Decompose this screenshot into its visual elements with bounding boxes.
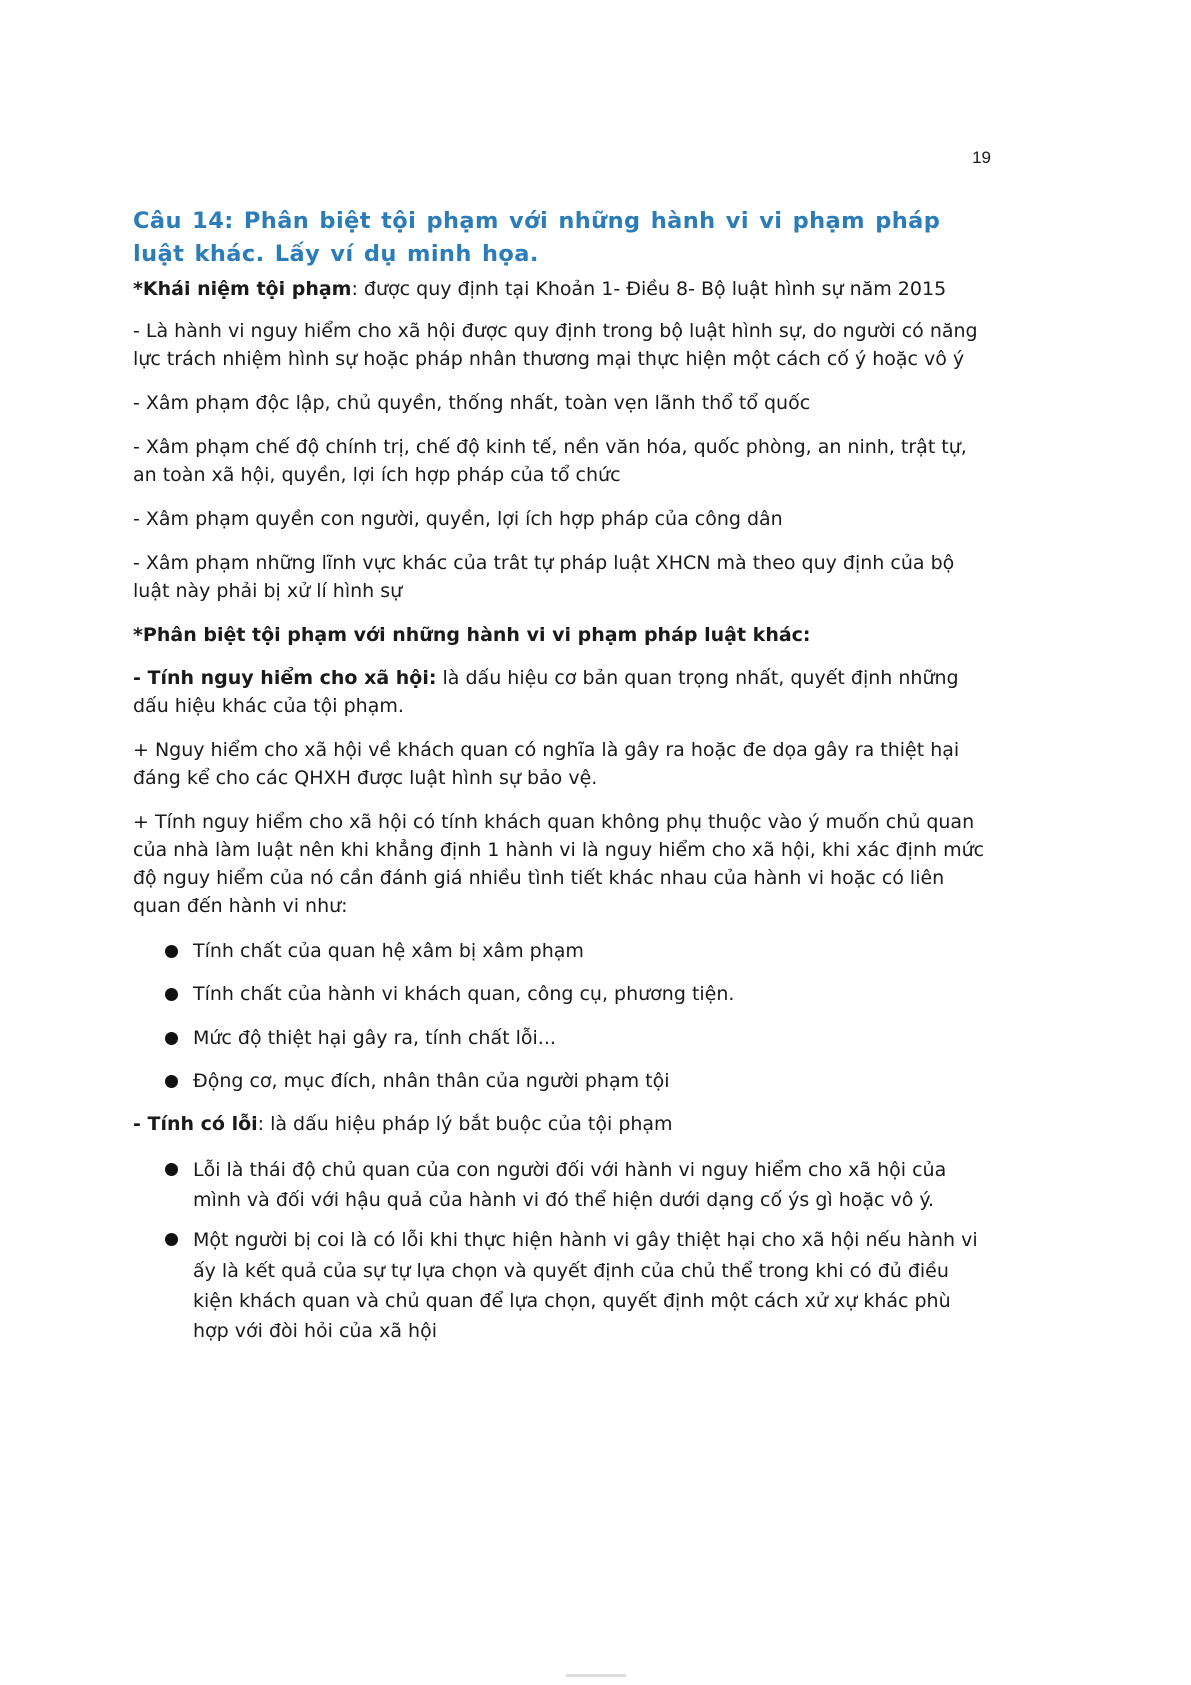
concept-paragraph (133, 276, 988, 304)
list-item (133, 1155, 988, 1216)
list-item (133, 980, 988, 1009)
list-item-label: Tính chất của quan hệ xâm bị xâm phạm (193, 939, 584, 962)
danger-label: - Tính nguy hiểm cho xã hội: (133, 667, 437, 690)
footer-divider (566, 1674, 626, 1677)
list-item-label: Một người bị coi là có lỗi khi thực hiện hành vi gây thiệt hại cho xã hội nếu hành vi ấy là kết quả của sự tự lựa chọn và quyết định của chủ thể trong khi có đủ điều kiện khách quan và chủ quan để lựa chọn, quyết định một cách xử xự khác phù hợp với đòi hỏi của xã hội (193, 1229, 978, 1343)
bullet-icon (165, 1233, 178, 1246)
list-item (133, 1225, 988, 1347)
list-item-label: Lỗi là thái độ chủ quan của con người đối với hành vi nguy hiểm cho xã hội của mình và đối với hậu quả của hành vi đó thể hiện dưới dạng cố ýs gì hoặc vô ý. (193, 1158, 947, 1211)
list-item (133, 1067, 988, 1096)
page-number: 19 (972, 148, 991, 167)
concept-item: - Là hành vi nguy hiểm cho xã hội được quy định trong bộ luật hình sự, do người có năng lực trách nhiệm hình sự hoặc pháp nhân thương mại thực hiện một cách cố ý hoặc vô ý (133, 320, 978, 371)
bullet-icon (165, 988, 178, 1001)
bullet-icon (165, 1163, 178, 1176)
document-content (133, 205, 988, 1361)
fault-label: - Tính có lỗi (133, 1112, 258, 1135)
concept-item: - Xâm phạm độc lập, chủ quyền, thống nhất, toàn vẹn lãnh thổ tổ quốc (133, 392, 811, 415)
page-title: Câu 14: Phân biệt tội phạm với những hành vi vi phạm pháp luật khác. Lấy ví dụ minh họa. (133, 208, 941, 267)
danger-paragraph (133, 665, 988, 721)
danger-bullet-list (133, 937, 988, 1097)
list-item-label: Tính chất của hành vi khách quan, công cụ, phương tiện. (193, 983, 735, 1006)
bullet-icon (165, 945, 178, 958)
danger-text: là dấu hiệu cơ bản quan trọng nhất, quyết định những dấu hiệu khác của tội phạm. (133, 667, 959, 718)
list-item (133, 937, 988, 966)
fault-bullet-list (133, 1155, 988, 1347)
fault-paragraph (133, 1111, 988, 1139)
fault-text: : là dấu hiệu pháp lý bắt buộc của tội phạm (257, 1112, 673, 1135)
concept-label: *Khái niệm tội phạm (133, 278, 352, 301)
list-item-label: Động cơ, mục đích, nhân thân của người phạm tội (193, 1070, 670, 1093)
concept-item: - Xâm phạm chế độ chính trị, chế độ kinh tế, nền văn hóa, quốc phòng, an ninh, trật tự, an toàn xã hội, quyền, lợi ích hợp pháp của tổ chức (133, 435, 967, 486)
danger-point: + Tính nguy hiểm cho xã hội có tính khách quan không phụ thuộc vào ý muốn chủ quan của nhà làm luật nên khi khẳng định 1 hành vi là nguy hiểm cho xã hội, khi xác định mức độ nguy hiểm của nó cần đánh giá nhiều tình tiết khác nhau của hành vi hoặc có liên quan đến hành vi như: (133, 811, 985, 917)
list-item (133, 1024, 988, 1053)
list-item-label: Mức độ thiệt hại gây ra, tính chất lỗi... (193, 1026, 556, 1049)
concept-item: - Xâm phạm những lĩnh vực khác của trât tự pháp luật XHCN mà theo quy định của bộ luật này phải bị xử lí hình sự (133, 551, 955, 602)
concept-item: - Xâm phạm quyền con người, quyền, lợi ích hợp pháp của công dân (133, 507, 783, 530)
bullet-icon (165, 1032, 178, 1045)
bullet-icon (165, 1075, 178, 1088)
concept-text: : được quy định tại Khoản 1- Điều 8- Bộ luật hình sự năm 2015 (351, 278, 947, 301)
distinguish-heading: *Phân biệt tội phạm với những hành vi vi phạm pháp luật khác: (133, 623, 811, 646)
danger-point: + Nguy hiểm cho xã hội về khách quan có nghĩa là gây ra hoặc đe dọa gây ra thiệt hại đáng kể cho các QHXH được luật hình sự bảo vệ. (133, 739, 960, 790)
